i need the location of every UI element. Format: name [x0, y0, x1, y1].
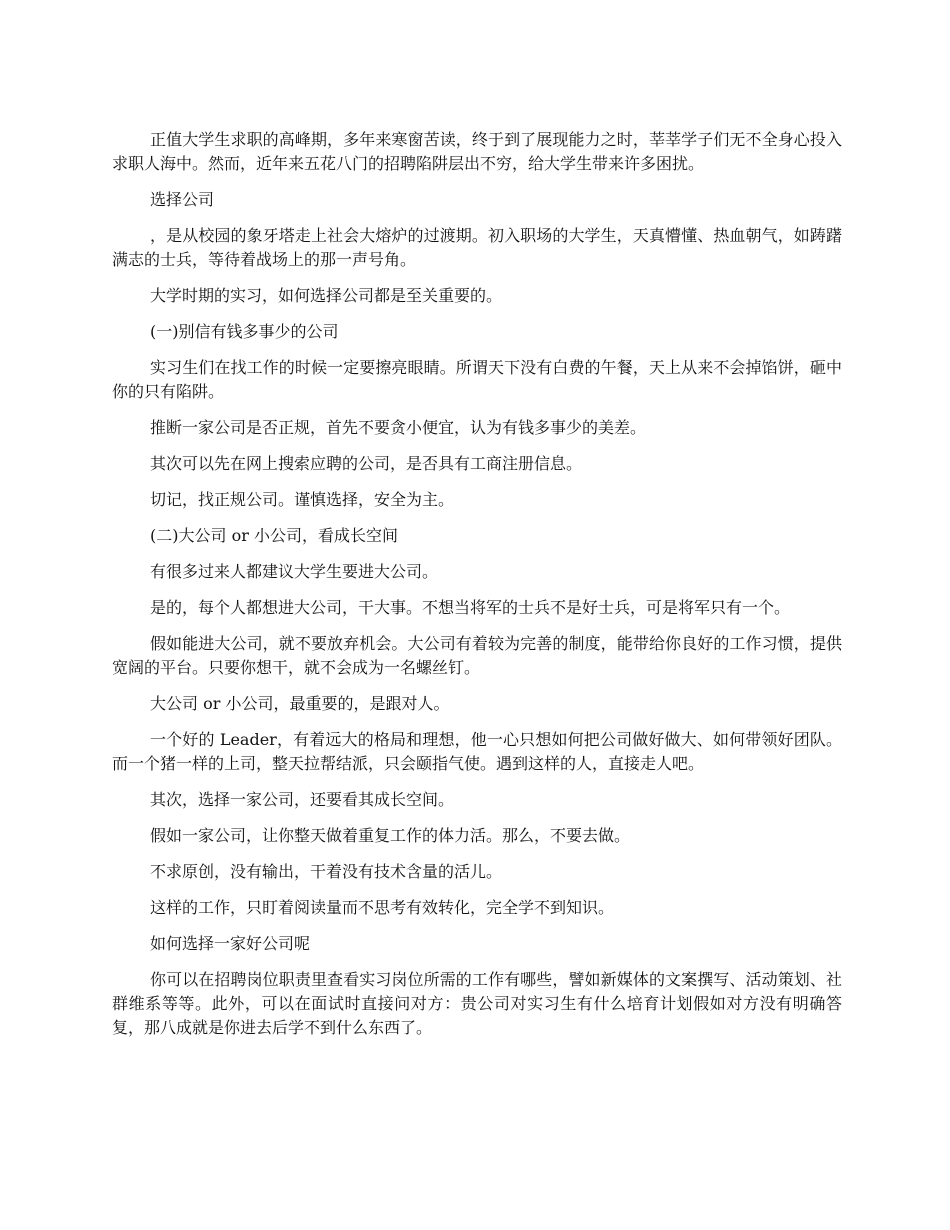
paragraph-no-originality: 不求原创，没有输出，干着没有技术含量的活儿。 — [150, 862, 503, 881]
paragraph-general: 是的，每个人都想进大公司，干大事。不想当将军的士兵不是好士兵，可是将军只有一个。 — [150, 598, 791, 617]
paragraph-growth-space: 其次，选择一家公司，还要看其成长空间。 — [150, 790, 455, 809]
paragraph-follow-right-person: 大公司 or 小公司，最重要的，是跟对人。 — [150, 694, 450, 713]
paragraph-big-company-benefits: 假如能进大公司，就不要放弃机会。大公司有着较为完善的制度，能带给你良好的工作习惯，提供宽阔的平台。只要你想干，就不会成为一名螺丝钉。 — [112, 634, 842, 677]
paragraph-remember: 切记，找正规公司。谨慎选择，安全为主。 — [150, 490, 455, 509]
heading-section-two: (二)大公司 or 小公司，看成长空间 — [150, 526, 398, 545]
paragraph-search-online: 其次可以先在网上搜索应聘的公司，是否具有工商注册信息。 — [150, 454, 583, 473]
paragraph-transition-period: ，是从校园的象牙塔走上社会大熔炉的过渡期。初入职场的大学生，天真懵懂、热血朝气，如踌躇满志的士兵，等待着战场上的那一声号角。 — [112, 226, 842, 269]
paragraph-repetitive-work: 假如一家公司，让你整天做着重复工作的体力活。那么，不要去做。 — [150, 826, 631, 845]
paragraph-intro: 正值大学生求职的高峰期，多年来寒窗苦读，终于到了展现能力之时，莘莘学子们无不全身心投入求职人海中。然而，近年来五花八门的招聘陷阱层出不穷，给大学生带来许多困扰。 — [112, 130, 842, 173]
paragraph-good-leader: 一个好的 Leader，有着远大的格局和理想，他一心只想如何把公司做好做大、如何带领好团队。而一个猪一样的上司，整天拉帮结派，只会颐指气使。遇到这样的人，直接走人吧。 — [112, 730, 842, 773]
paragraph-big-company-advice: 有很多过来人都建议大学生要进大公司。 — [150, 562, 439, 581]
paragraph-watch-out: 实习生们在找工作的时候一定要擦亮眼睛。所谓天下没有白费的午餐，天上从来不会掉馅饼，砸中你的只有陷阱。 — [112, 358, 842, 401]
paragraph-internship-importance: 大学时期的实习，如何选择公司都是至关重要的。 — [150, 286, 503, 305]
paragraph-no-learning: 这样的工作，只盯着阅读量而不思考有效转化，完全学不到知识。 — [150, 898, 615, 917]
document-body — [112, 128, 842, 1052]
paragraph-judge-company: 推断一家公司是否正规，首先不要贪小便宜，认为有钱多事少的美差。 — [150, 418, 647, 437]
heading-section-one: (一)别信有钱多事少的公司 — [150, 322, 339, 341]
paragraph-check-duties: 你可以在招聘岗位职责里查看实习岗位所需的工作有哪些，譬如新媒体的文案撰写、活动策划、社群维系等等。此外，可以在面试时直接问对方：贵公司对实习生有什么培育计划假如对方没有明确答复，那八成就是你进去后学不到什么东西了。 — [112, 970, 842, 1037]
heading-how-to-choose: 如何选择一家好公司呢 — [150, 934, 311, 953]
heading-choose-company: 选择公司 — [150, 190, 215, 209]
